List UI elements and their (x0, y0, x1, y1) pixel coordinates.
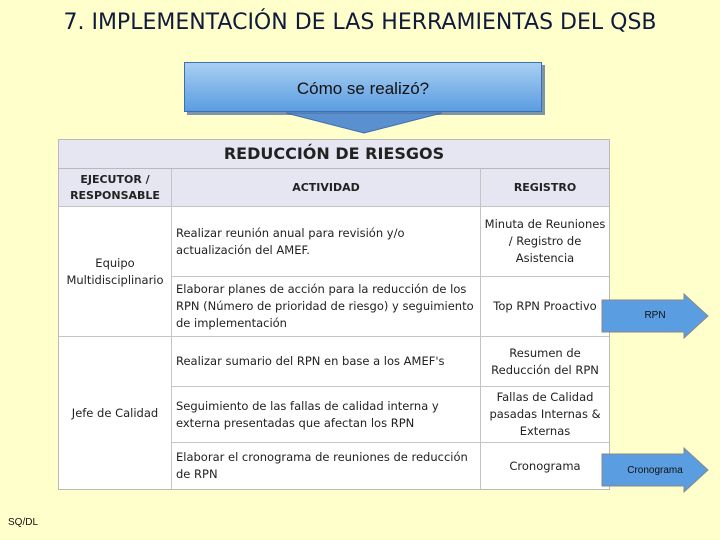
header-activity: ACTIVIDAD (172, 169, 481, 207)
activity-cell: Elaborar planes de acción para la reducción de los RPN (Número de prioridad de riesgo) y seguimiento de implementación (172, 277, 481, 337)
risk-reduction-table (58, 139, 610, 490)
activity-cell: Realizar reunión anual para revisión y/o actualización del AMEF. (172, 207, 481, 277)
executor-cell: Jefe de Calidad (59, 337, 172, 489)
question-label: Cómo se realizó? (296, 79, 430, 98)
down-arrow-icon (284, 111, 444, 135)
footer-label: SQ/DL (8, 517, 39, 528)
slide-title: 7. IMPLEMENTACIÓN DE LAS HERRAMIENTAS DEL QSB (63, 10, 657, 35)
header-executor: EJECUTOR / RESPONSABLE (59, 169, 172, 207)
callout-cronograma: Cronograma (627, 465, 683, 476)
record-cell: Cronograma (509, 458, 581, 473)
activity-cell: Elaborar el cronograma de reuniones de reducción de RPN (172, 443, 481, 489)
record-cell: Resumen de Reducción del RPN (481, 337, 609, 387)
activity-cell: Seguimiento de las fallas de calidad interna y externa presentadas que afectan los RPN (172, 387, 481, 443)
activity-cell: Realizar sumario del RPN en base a los AMEF's (172, 337, 481, 387)
record-cell: Fallas de Calidad pasadas Internas & Externas (481, 387, 609, 443)
record-cell: Top RPN Proactivo (481, 277, 609, 337)
header-record: REGISTRO (481, 169, 609, 207)
callout-rpn: RPN (644, 310, 666, 321)
executor-cell: Equipo Multidisciplinario (59, 207, 172, 337)
table-title: REDUCCIÓN DE RIESGOS (59, 140, 609, 169)
record-cell: Minuta de Reuniones / Registro de Asistencia (481, 207, 609, 277)
question-button[interactable] (184, 62, 542, 112)
